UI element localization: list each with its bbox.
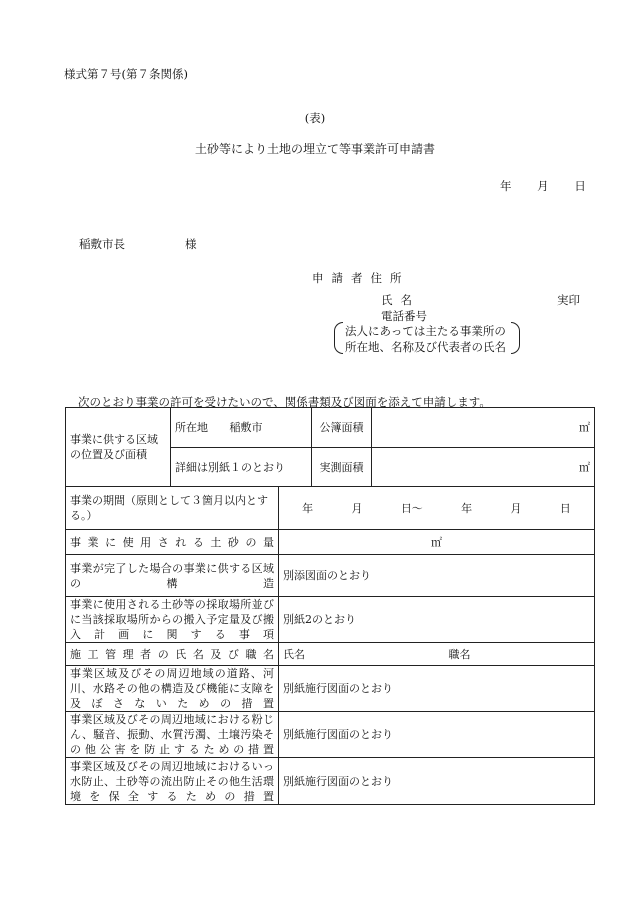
soil-amount-field[interactable] — [279, 530, 595, 555]
environment-measures-label: 事業区域及びその周辺地域におけるいっ水防止、土砂等の流出防止その他生活環境を保全するための措置 — [66, 758, 279, 805]
location-detail: 詳細は別紙１のとおり — [171, 448, 312, 487]
post-use-label: 事業が完了した場合の事業に供する区域の構造 — [66, 555, 279, 597]
pollution-measures-value[interactable]: 別紙施行図面のとおり — [279, 712, 595, 758]
date-day-label: 日 — [574, 179, 586, 193]
area-unit: ㎡ — [579, 421, 590, 434]
registered-area-label: 公簿面積 — [312, 408, 372, 448]
intro-text: 次のとおり事業の許可を受けたいので、関係書類及び図面を添えて申請します。 — [78, 395, 491, 409]
applicant-phone-label: 電話番号 — [381, 309, 427, 323]
form-number: 様式第７号(第７条関係) — [64, 67, 188, 81]
date-month-label: 月 — [537, 179, 549, 193]
applicant-address-label: 申請者住所 — [312, 271, 410, 285]
registered-area-field[interactable] — [372, 408, 595, 448]
applicant-name-label: 氏名 — [381, 293, 420, 307]
seal-label: 実印 — [557, 293, 580, 307]
table-row — [66, 643, 595, 666]
period-label: 事業の期間（原則として３箇月以内とする。） — [66, 487, 279, 530]
table-row — [66, 408, 595, 448]
collection-value[interactable]: 別紙2のとおり — [279, 597, 595, 643]
location-label: 事業に供する区域の位置及び面積 — [66, 408, 171, 487]
table-row — [66, 597, 595, 643]
table-row — [66, 758, 595, 805]
left-bracket — [334, 322, 343, 354]
measured-area-field[interactable] — [372, 448, 595, 487]
location-place[interactable] — [171, 408, 312, 448]
period-day2: 日 — [559, 501, 571, 515]
measured-area-label: 実測面積 — [312, 448, 372, 487]
right-bracket — [511, 322, 520, 354]
table-row — [66, 712, 595, 758]
period-field[interactable] — [279, 487, 595, 530]
manager-title-label: 職名 — [448, 647, 471, 661]
place-value: 稲敷市 — [229, 421, 263, 434]
structure-measures-value[interactable]: 別紙施行図面のとおり — [279, 666, 595, 712]
application-date — [500, 178, 586, 194]
addressee-honorific: 様 — [185, 237, 197, 251]
manager-label: 施工管理者の氏名及び職名 — [66, 643, 279, 666]
manager-name-label: 氏名 — [283, 647, 305, 661]
structure-measures-label: 事業区域及びその周辺地域の道路、河川、水路その他の構造及び機能に支障を及ぼさないための措置 — [66, 666, 279, 712]
area-unit: ㎡ — [579, 460, 590, 474]
period-year2: 年 — [461, 501, 473, 515]
date-year-label: 年 — [500, 179, 512, 193]
place-label: 所在地 — [175, 421, 208, 434]
corporate-note-line1: 法人にあっては主たる事業所の — [345, 324, 506, 338]
addressee-name: 稲敷市長 — [79, 237, 125, 251]
soil-amount-unit: ㎡ — [431, 535, 442, 549]
table-row — [66, 555, 595, 597]
table-row — [66, 530, 595, 555]
corporate-note-line2: 所在地、名称及び代表者の氏名 — [345, 340, 506, 354]
corporate-note — [334, 322, 520, 354]
manager-field[interactable] — [279, 643, 595, 666]
side-label: (表) — [304, 111, 326, 125]
soil-amount-label: 事業に使用される土砂の量 — [66, 530, 279, 555]
application-table — [65, 407, 595, 805]
environment-measures-value[interactable]: 別紙施行図面のとおり — [279, 758, 595, 805]
document-title: 土砂等により土地の埋立て等事業許可申請書 — [194, 142, 435, 156]
table-row — [66, 666, 595, 712]
pollution-measures-label: 事業区域及びその周辺地域における粉じん、騒音、振動、水質汚濁、土壌汚染その他公害を防止するための措置 — [66, 712, 279, 758]
period-month: 月 — [351, 501, 363, 515]
period-day-from: 日～ — [400, 501, 423, 515]
period-month2: 月 — [510, 501, 522, 515]
period-year: 年 — [302, 501, 314, 515]
collection-label: 事業に使用される土砂等の採取場所並びに当該採取場所からの搬入予定量及び搬入計画に関する事項 — [66, 597, 279, 643]
post-use-value[interactable]: 別添図面のとおり — [279, 555, 595, 597]
table-row — [66, 487, 595, 530]
